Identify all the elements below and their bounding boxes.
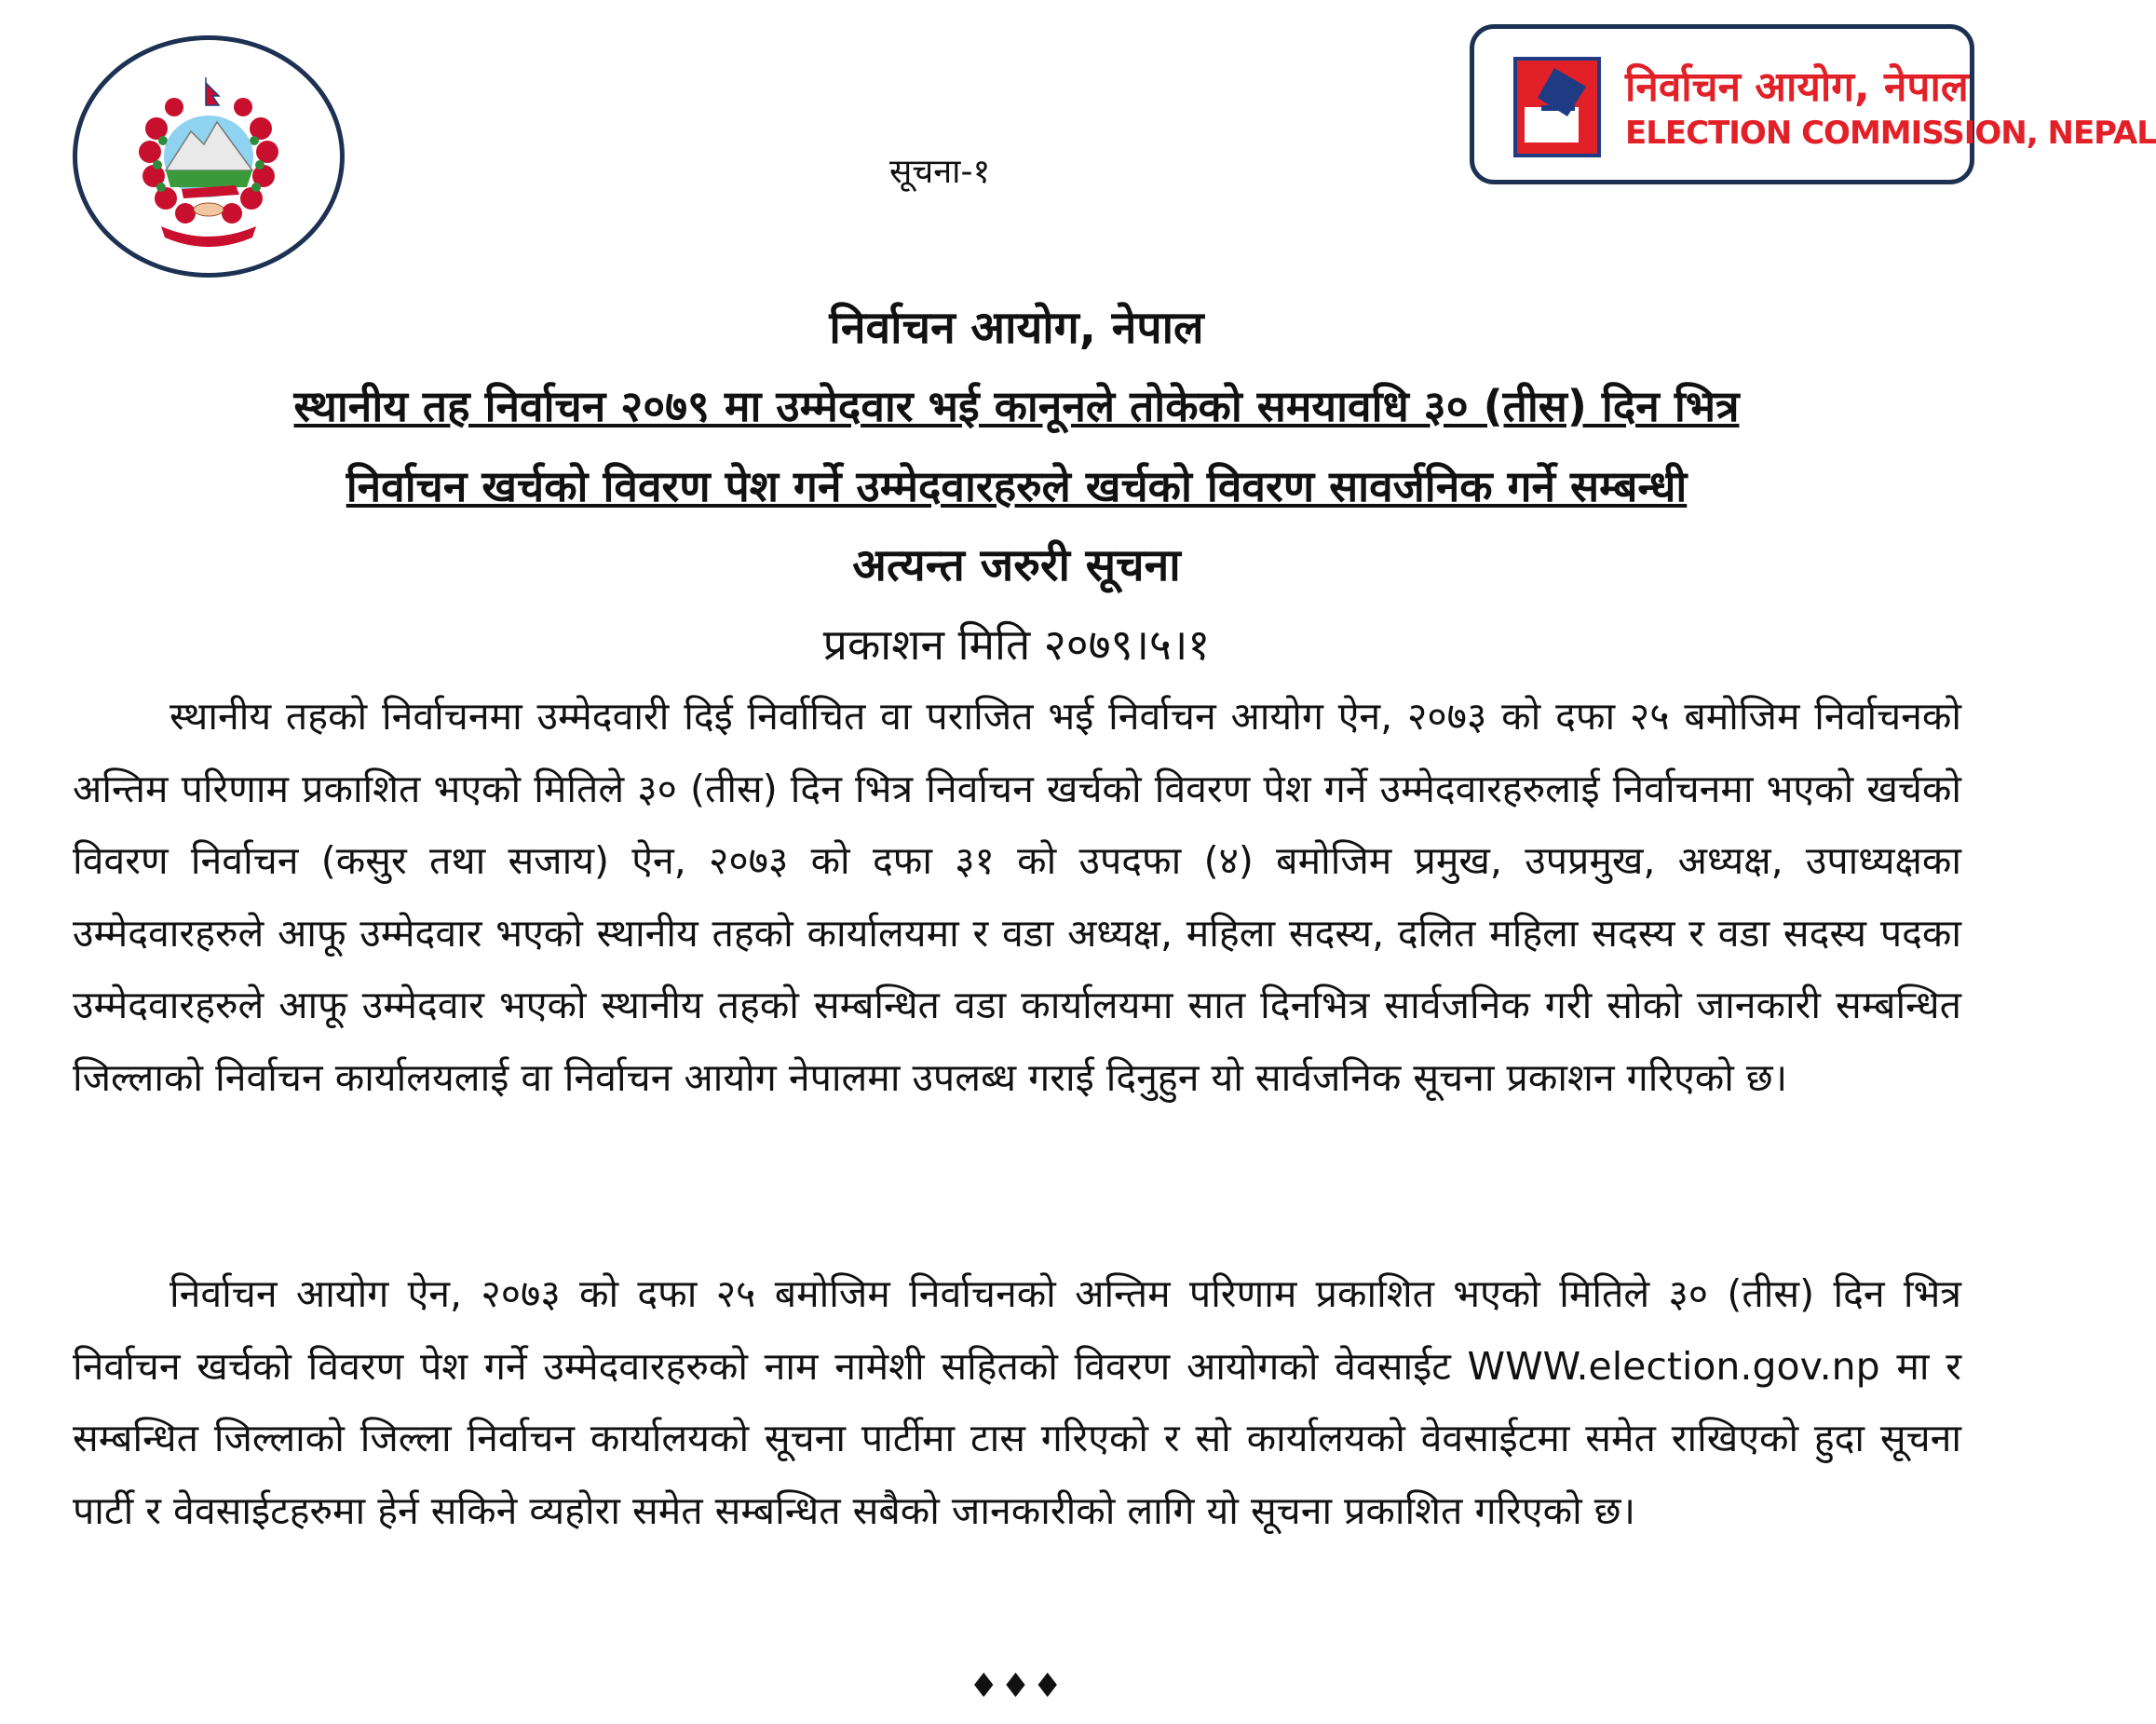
end-mark: ♦♦♦ (969, 1667, 1064, 1705)
organization-title: निर्वाचन आयोग, नेपाल (829, 302, 1204, 354)
logo-name-nepali: निर्वाचन आयोग, नेपाल (1625, 63, 1969, 111)
subject-line-1: स्थानीय तह निर्वाचन २०७९ मा उम्मेदवार भई कानूनले तोकेको समयावधि ३० (तीस) दिन भित्र (293, 381, 1740, 431)
notice-number: सूचना-१ (889, 153, 991, 191)
subject-line-2: निर्वाचन खर्चको विवरण पेश गर्ने उम्मेदवारहरुले खर्चको विवरण सावर्जनिक गर्ने सम्बन्धी (346, 461, 1688, 511)
body-paragraph-2: निर्वाचन आयोग ऐन, २०७३ को दफा २५ बमोजिम निर्वाचनको अन्तिम परिणाम प्रकाशित भएको मितिले ३० (तीस) दिन भित्र निर्वाचन खर्चको विवरण पेश गर्ने उम्मेदवारहरुको नाम नामेशी सहितको विवरण आयोगको वेवसाईट WWW.election.gov.np मा र सम्बन्धित जिल्लाको जिल्ला निर्वाचन कार्यालयको सूचना पार्टीमा टास गरिएको र सो कार्यालयको वेवसाईटमा समेत राखिएको हुदा सूचना पार्टी र वेवसाईटहरुमा हेर्न सकिने व्यहोरा समेत सम्बन्धित सबैको जानकारीको लागि यो सूचना प्रकाशित गरिएको छ। (73, 1271, 1961, 1533)
ballot-box-icon (1513, 57, 1601, 157)
nepal-government-emblem-icon (77, 40, 340, 273)
urgency-heading: अत्यन्त जरुरी सूचना (852, 539, 1181, 591)
body-paragraph-1: स्थानीय तहको निर्वाचनमा उम्मेदवारी दिई निर्वाचित वा पराजित भई निर्वाचन आयोग ऐन, २०७३ को दफा २५ बमोजिम निर्वाचनको अन्तिम परिणाम प्रकाशित भएको मितिले ३० (तीस) दिन भित्र निर्वाचन खर्चको विवरण पेश गर्ने उम्मेदवारहरुलाई निर्वाचनमा भएको खर्चको विवरण निर्वाचन (कसुर तथा सजाय) ऐन, २०७३ को दफा ३१ को उपदफा (४) बमोजिम प्रमुख, उपप्रमुख, अध्यक्ष, उपाध्यक्षका उम्मेदवारहरुले आफू उम्मेदवार भएको स्थानीय तहको कार्यालयमा र वडा अध्यक्ष, महिला सदस्य, दलित महिला सदस्य र वडा सदस्य पदका उम्मेदवारहरुले आफू उम्मेदवार भएको स्थानीय तहको सम्बन्धित वडा कार्यालयमा सात दिनभित्र सार्वजनिक गरी सोको जानकारी सम्बन्धित जिल्लाको निर्वाचन कार्यालयलाई वा निर्वाचन आयोग नेपालमा उपलब्ध गराई दिनुहुन यो सार्वजनिक सूचना प्रकाशन गरिएको छ। (73, 694, 1961, 1100)
logo-name-english: ELECTION COMMISSION, NEPAL (1625, 115, 2156, 152)
election-commission-logo (1470, 24, 2156, 184)
publication-date: प्रकाशन मिति २०७९।५।१ (822, 619, 1211, 670)
emblem-frame (73, 35, 345, 278)
